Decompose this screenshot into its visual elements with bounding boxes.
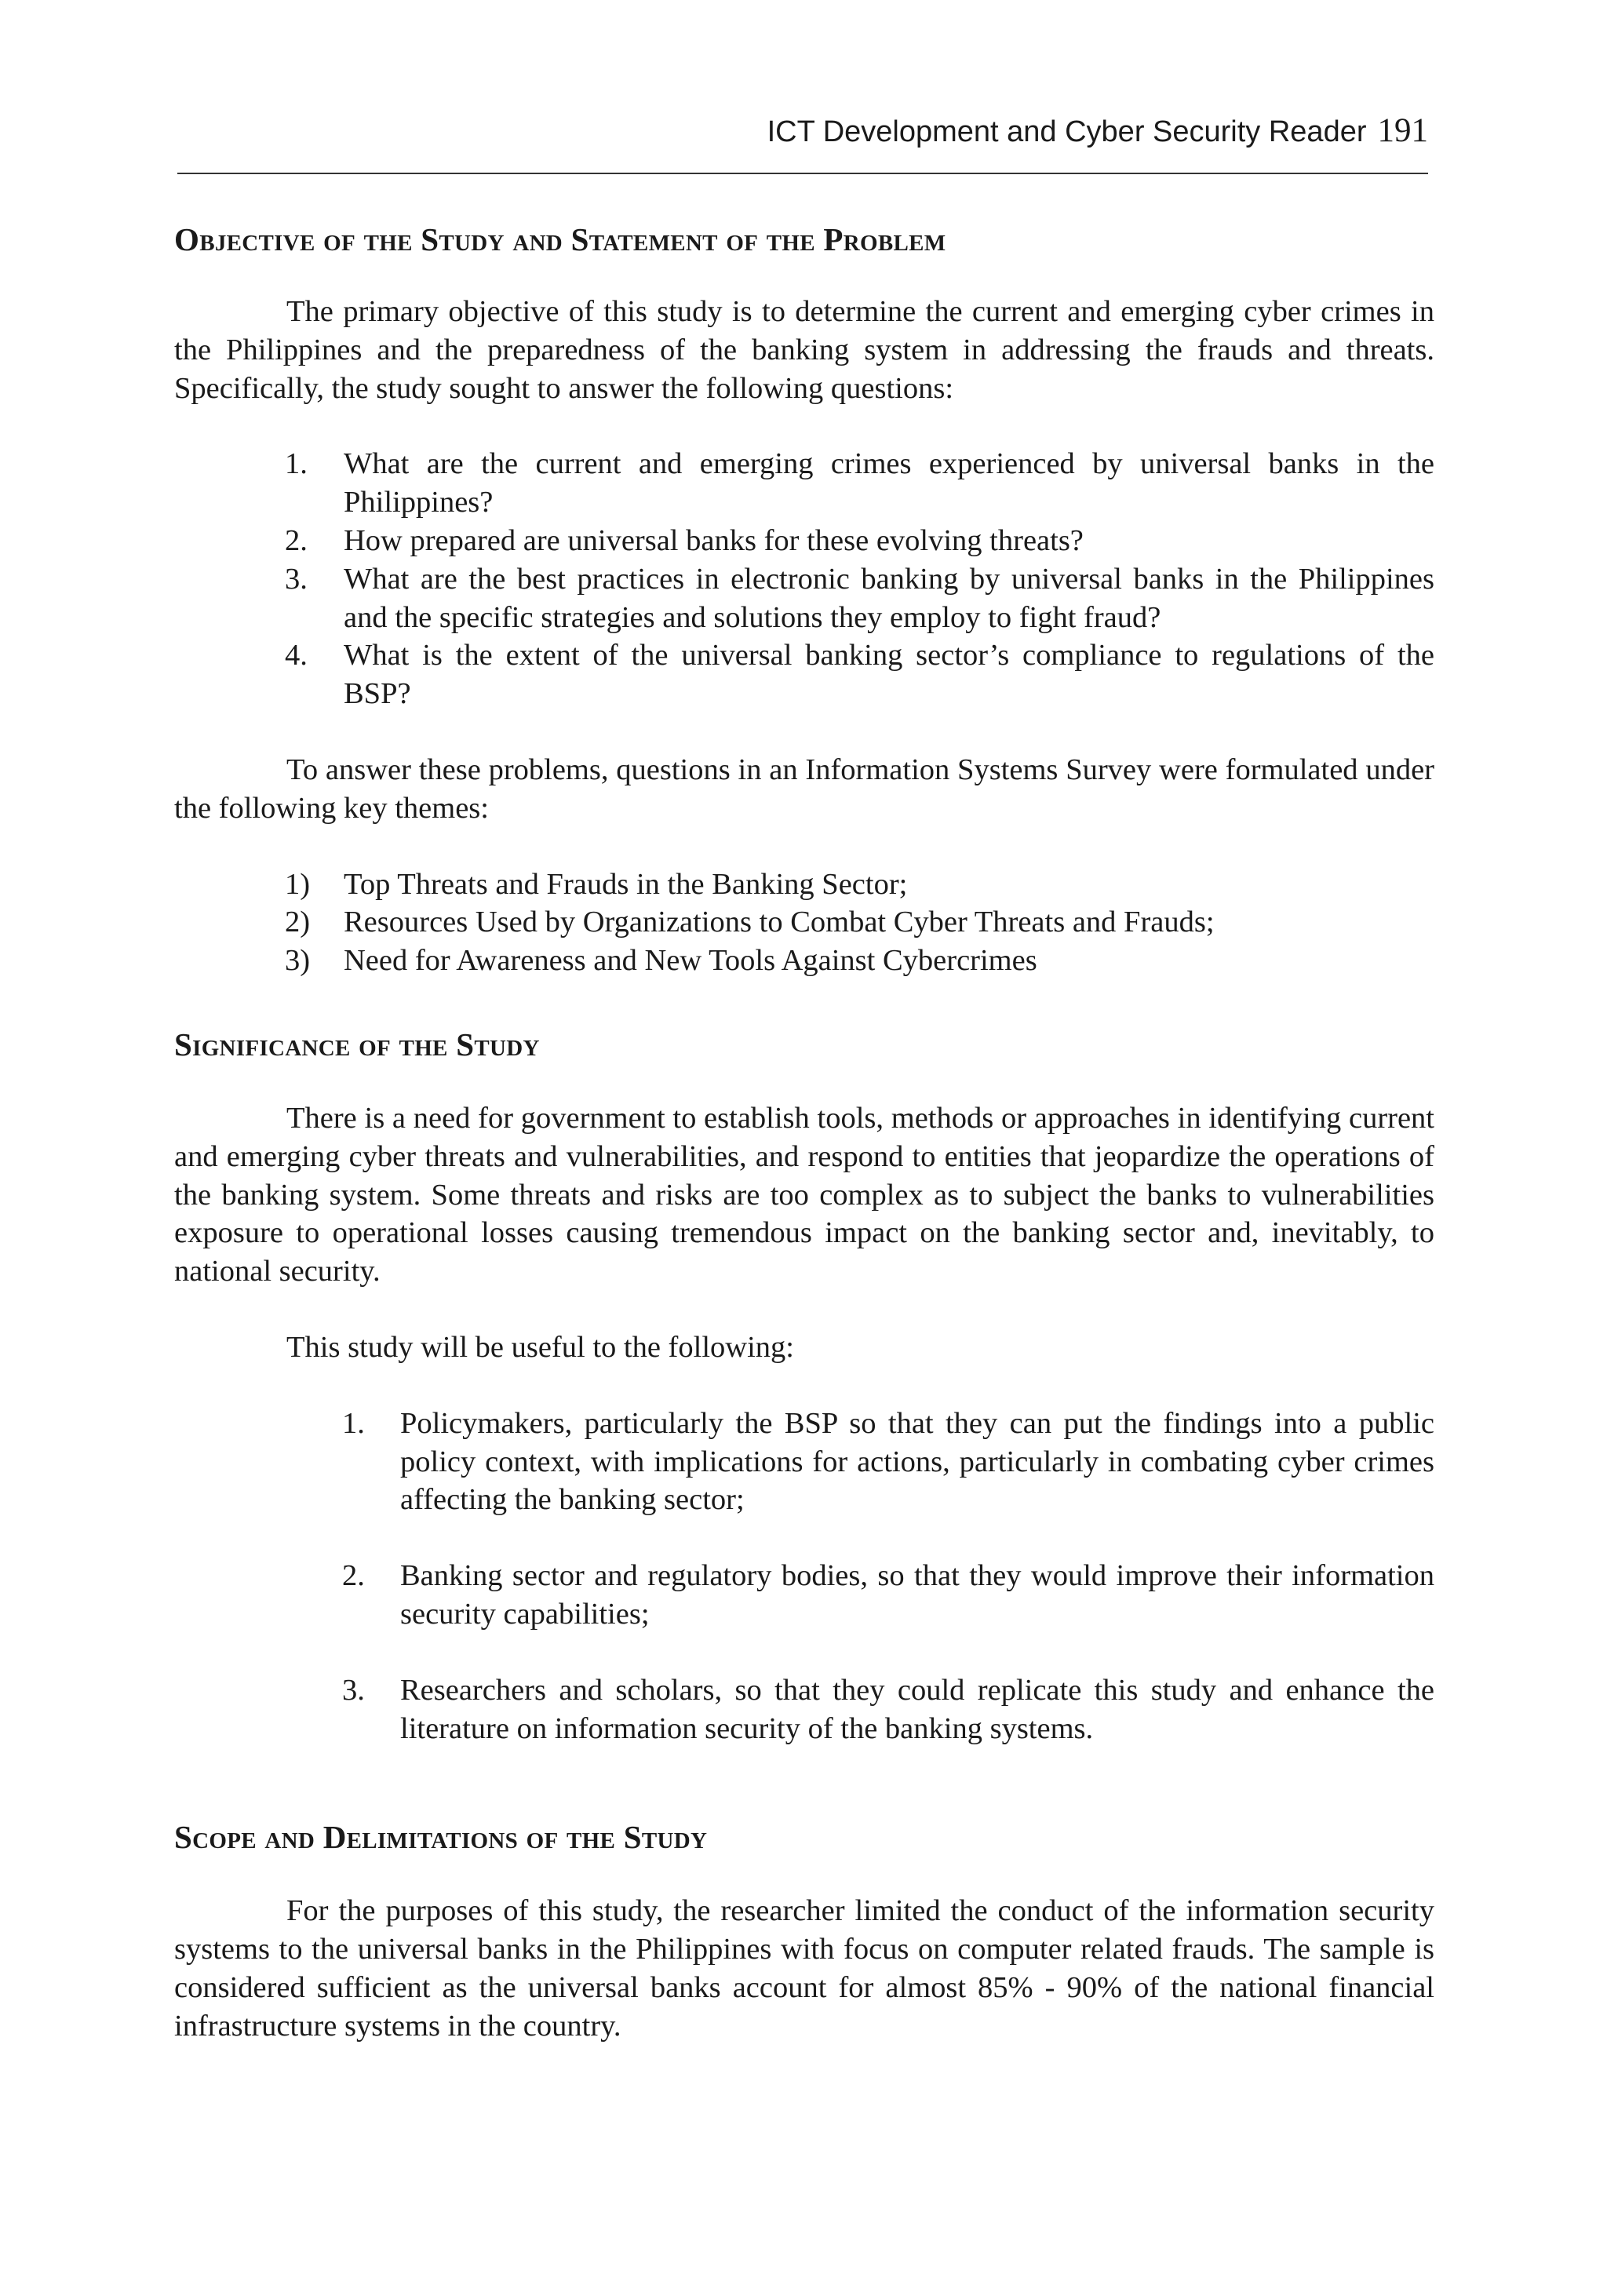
list-item-number: 3. xyxy=(342,1673,365,1707)
list-item-text: How prepared are universal banks for these evolving threats? xyxy=(344,523,1084,557)
header-rule xyxy=(177,173,1428,174)
page-body xyxy=(174,220,1434,2046)
objective-intro-paragraph: The primary objective of this study is to determine the current and emerging cyber crimes in the Philippines and the preparedness of the banking system in addressing the frauds and threats. Specifically, the study sought to answer the following questions: xyxy=(174,295,1434,405)
list-item-number: 1) xyxy=(285,867,311,901)
list-item-number: 2. xyxy=(285,523,308,557)
list-item-text: What are the best practices in electronic banking by universal banks in the Philippines and the specific strategies and solutions they employ to fight fraud? xyxy=(344,562,1434,634)
list-item-text: Need for Awareness and New Tools Against Cybercrimes xyxy=(344,944,1037,978)
list-item-text: Resources Used by Organizations to Combat Cyber Threats and Frauds; xyxy=(344,906,1215,939)
list-item-number: 3. xyxy=(285,562,308,596)
running-header xyxy=(177,111,1428,159)
list-item xyxy=(174,903,1434,942)
running-header-title: ICT Development and Cyber Security Reader xyxy=(767,115,1367,148)
list-item xyxy=(174,866,1434,904)
list-item-number: 1. xyxy=(342,1406,365,1440)
beneficiaries-list xyxy=(174,1405,1434,1748)
list-item-text: Banking sector and regulatory bodies, so that they would improve their information security capabilities; xyxy=(400,1559,1434,1631)
themes-intro-paragraph: To answer these problems, questions in an Information Systems Survey were formulated under the following key themes: xyxy=(174,753,1434,825)
significance-paragraph: There is a need for government to establish tools, methods or approaches in identifying current and emerging cyber threats and vulnerabilities, and respond to entities that jeopardize the operations of the banking system. Some threats and risks are too complex as to subject the banks to vulnerabilities exposure to operational losses causing tremendous impact on the banking sector and, inevitably, to national security. xyxy=(174,1101,1434,1288)
list-item xyxy=(174,560,1434,637)
list-item-text: Researchers and scholars, so that they could replicate this study and enhance the literature on information security of the banking systems. xyxy=(400,1673,1434,1745)
list-item-text: Policymakers, particularly the BSP so that they can put the findings into a public policy context, with implications for actions, particularly in combating cyber crimes affecting the banking sector; xyxy=(400,1406,1434,1517)
scope-paragraph: For the purposes of this study, the researcher limited the conduct of the information security systems to the universal banks in the Philippines with focus on computer related frauds. The sample is considered sufficient as the universal banks account for almost 85% - 90% of the national financial infrastructure systems in the country. xyxy=(174,1894,1434,2043)
list-item xyxy=(174,522,1434,560)
section-heading-significance: Significance of the Study xyxy=(174,1026,540,1062)
list-item-text: What are the current and emerging crimes experienced by universal banks in the Philippines? xyxy=(344,447,1434,519)
list-item-number: 1. xyxy=(285,447,308,481)
list-item-number: 2) xyxy=(285,906,311,939)
research-questions-list xyxy=(174,445,1434,713)
key-themes-list xyxy=(174,866,1434,980)
list-item xyxy=(174,445,1434,522)
list-item xyxy=(174,1557,1434,1634)
list-item-text: Top Threats and Frauds in the Banking Sector; xyxy=(344,867,908,901)
section-heading-objective: Objective of the Study and Statement of the Problem xyxy=(174,221,946,257)
list-item-number: 2. xyxy=(342,1559,365,1593)
page-number: 191 xyxy=(1377,112,1428,149)
list-item xyxy=(174,942,1434,980)
list-item xyxy=(174,1671,1434,1748)
list-item-number: 4. xyxy=(285,639,308,672)
usefulness-intro-paragraph: This study will be useful to the following: xyxy=(286,1330,794,1364)
list-item-text: What is the extent of the universal banking sector’s compliance to regulations of the BSP? xyxy=(344,639,1434,711)
section-heading-scope: Scope and Delimitations of the Study xyxy=(174,1819,708,1856)
list-item xyxy=(174,1405,1434,1519)
list-item-number: 3) xyxy=(285,944,311,978)
list-item xyxy=(174,636,1434,713)
